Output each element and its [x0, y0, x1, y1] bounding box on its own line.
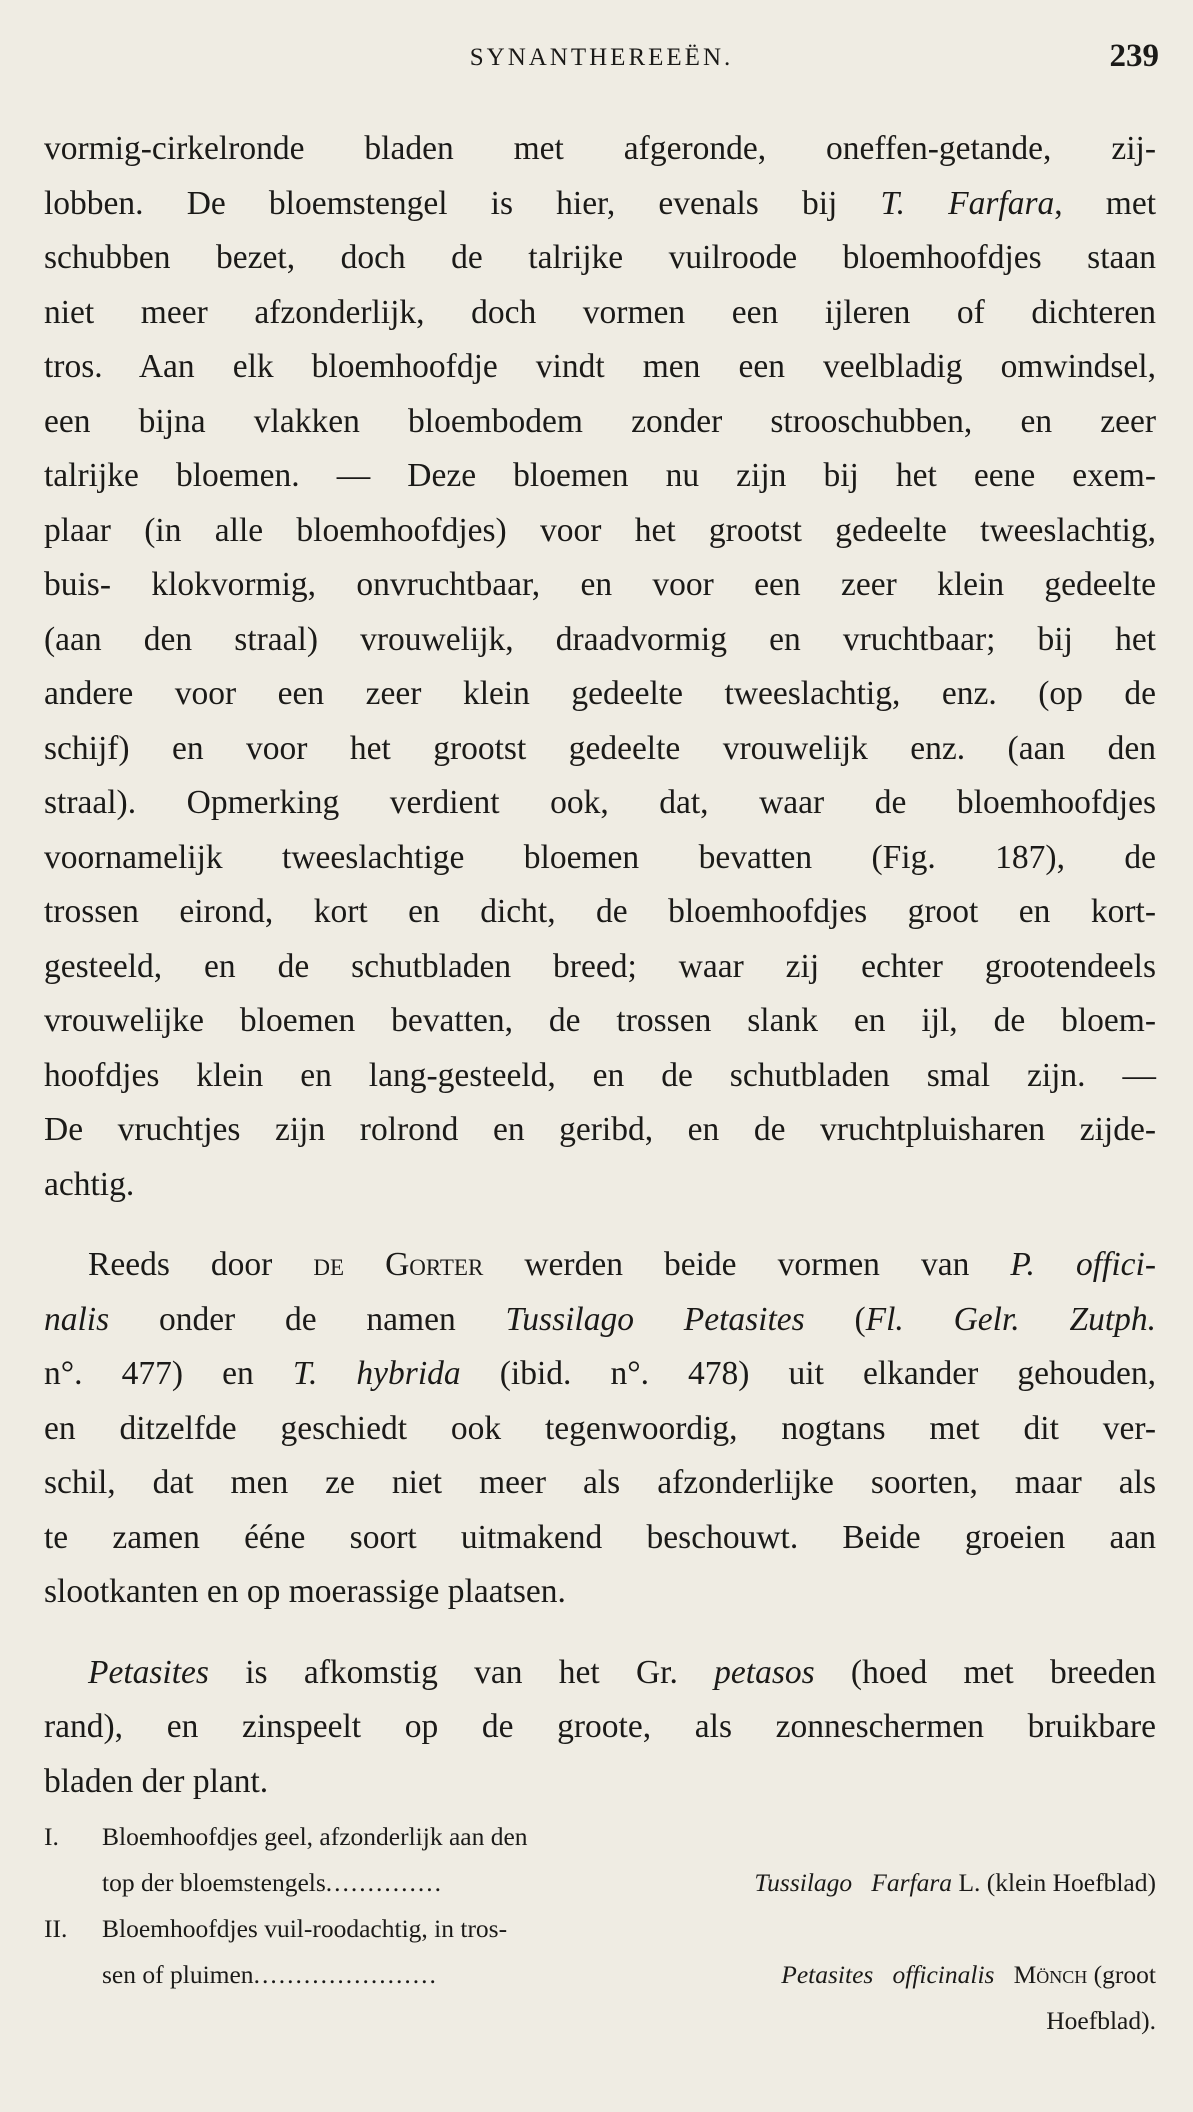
leader-dots: ..............	[325, 1868, 444, 1897]
text-line: tros. Aan elk bloemhoofdje vindt men een veelbladig omwindsel,	[44, 348, 1156, 385]
identification-key	[44, 1814, 1156, 2044]
text-line: een bijna vlakken bloembodem zonder strooschubben, en zeer	[44, 402, 1156, 440]
text-line: schubben bezet, doch de talrijke vuilroode bloemhoofdjes staan	[44, 239, 1156, 276]
text-line: Petasites is afkomstig van het Gr. petasos (hoed met breeden	[88, 1653, 1156, 1691]
species-name: T. Farfara	[880, 184, 1055, 222]
text-line: Reeds door de Gorter werden beide vormen van P. offici-	[88, 1246, 1156, 1283]
key-entry-2-cont: sen of pluimen ...................... Petasites officinalis Mönch (groot	[44, 1952, 1156, 1998]
author-name: de Gorter	[313, 1246, 484, 1283]
paragraph-gap	[44, 1212, 1156, 1238]
key-entry-1-cont: top der bloemstengels .............. Tussilago Farfara L. (klein Hoefblad)	[44, 1860, 1156, 1906]
text-line: straal). Opmerking verdient ook, dat, waar de bloemhoofdjes	[44, 784, 1156, 821]
text-line: bladen der plant.	[44, 1762, 269, 1800]
greek-word: petasos	[714, 1653, 815, 1691]
text-line: gesteeld, en de schutbladen breed; waar zij echter grootendeels	[44, 947, 1156, 985]
text-line: andere voor een zeer klein gedeelte tweeslachtig, enz. (op de	[44, 675, 1156, 712]
species-name: P. offici-	[1010, 1246, 1156, 1283]
text-line: schil, dat men ze niet meer als afzonderlijke soorten, maar als	[44, 1464, 1156, 1501]
key-number: II.	[44, 1914, 68, 1943]
text-line: slootkanten en op moerassige plaatsen.	[44, 1573, 566, 1610]
key-number: I.	[44, 1822, 59, 1851]
key-entry-2-end: Hoefblad).	[1046, 2006, 1156, 2035]
page-number: 239	[1109, 38, 1159, 74]
text-line: voornamelijk tweeslachtige bloemen bevatten (Fig. 187), de	[44, 838, 1156, 876]
text-line: hoofdjes klein en lang-gesteeld, en de schutbladen smal zijn. —	[44, 1056, 1156, 1094]
text-line: trossen eirond, kort en dicht, de bloemhoofdjes groot en kort-	[44, 893, 1156, 930]
species-name: Tussilago Petasites	[505, 1300, 805, 1338]
text-line: plaar (in alle bloemhoofdjes) voor het grootst gedeelte tweeslachtig,	[44, 511, 1156, 549]
text-line: vormig-cirkelronde bladen met afgeronde, oneffen-getande, zij-	[44, 130, 1156, 167]
text-line: De vruchtjes zijn rolrond en geribd, en de vruchtpluisharen zijde-	[44, 1111, 1156, 1148]
text-line: n°. 477) en T. hybrida (ibid. n°. 478) uit elkander gehouden,	[44, 1355, 1157, 1392]
species-name: T. hybrida	[292, 1355, 461, 1392]
paragraph-2	[44, 1238, 1156, 1620]
text-line: schijf) en voor het grootst gedeelte vrouwelijk enz. (aan den	[44, 729, 1156, 767]
body-text	[44, 122, 1156, 1809]
text-line: nalis onder de namen Tussilago Petasites (Fl. Gelr. Zutph.	[44, 1300, 1157, 1338]
genus-name: Petasites	[88, 1653, 209, 1691]
running-title: SYNANTHEREEËN.	[469, 44, 734, 71]
paragraph-3	[44, 1646, 1156, 1810]
text-line: te zamen ééne soort uitmakend beschouwt. Beide groeien aan	[44, 1518, 1156, 1556]
text-line: buis- klokvormig, onvruchtbaar, en voor een zeer klein gedeelte	[44, 566, 1156, 603]
leader-dots: ......................	[253, 1960, 438, 1989]
text-line: niet meer afzonderlijk, doch vormen een ijleren of dichteren	[44, 293, 1156, 331]
text-line: lobben. De bloemstengel is hier, evenals bij T. Farfara, met	[44, 184, 1156, 222]
text-line: achtig.	[44, 1165, 135, 1203]
page-header	[44, 38, 1159, 82]
key-entry-2: II. Bloemhoofdjes vuil-roodachtig, in tros-	[44, 1906, 1156, 1952]
reference-title: Fl. Gelr. Zutph.	[865, 1300, 1157, 1338]
text-line: (aan den straal) vrouwelijk, draadvormig en vruchtbaar; bij het	[44, 620, 1156, 658]
key-entry-1: I. Bloemhoofdjes geel, afzonderlijk aan den	[44, 1814, 1156, 1860]
taxon-name: Tussilago Farfara L. (klein Hoefblad)	[754, 1868, 1156, 1897]
text-line: rand), en zinspeelt op de groote, als zonneschermen bruikbare	[44, 1708, 1156, 1745]
text-line: talrijke bloemen. — Deze bloemen nu zijn bij het eene exem-	[44, 457, 1156, 494]
taxon-name: Petasites officinalis Mönch (groot	[781, 1960, 1156, 1989]
paragraph-gap	[44, 1620, 1156, 1646]
paragraph-1	[44, 122, 1156, 1212]
text-line: vrouwelijke bloemen bevatten, de trossen slank en ijl, de bloem-	[44, 1002, 1156, 1039]
text-line: en ditzelfde geschiedt ook tegenwoordig, nogtans met dit ver-	[44, 1409, 1156, 1447]
